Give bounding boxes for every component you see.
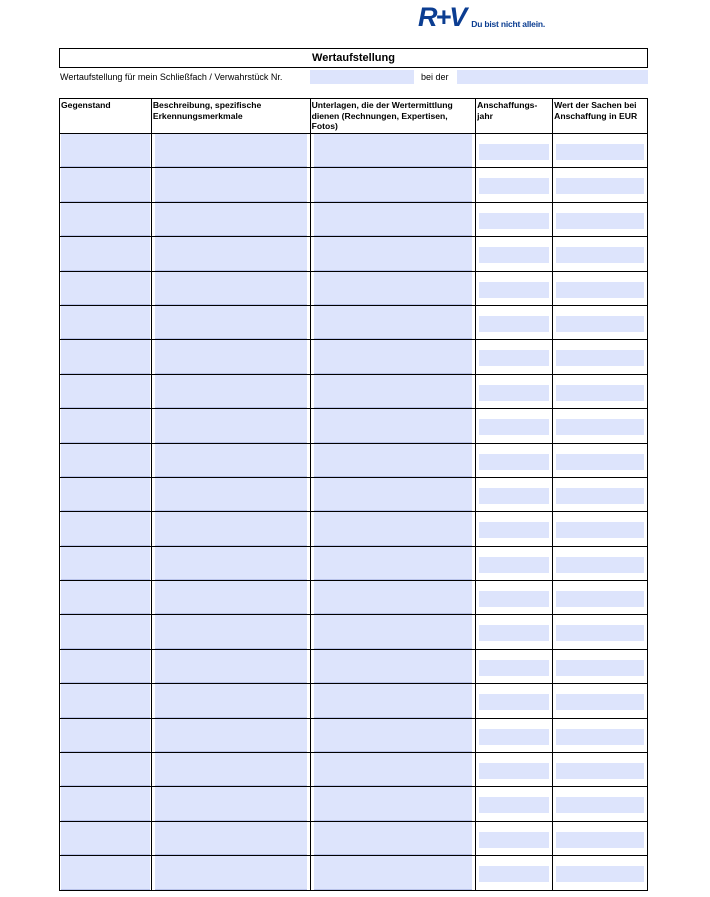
table-cell	[553, 477, 648, 511]
documents-field[interactable]	[314, 409, 473, 442]
table-cell	[151, 546, 310, 580]
documents-field[interactable]	[314, 478, 473, 511]
purchase-year-field[interactable]	[479, 385, 549, 401]
table-cell	[476, 271, 553, 305]
column-header-value: Wert der Sachen bei Anschaffung in EUR	[553, 99, 648, 134]
table-cell	[476, 374, 553, 408]
table-cell	[476, 237, 553, 271]
description-field[interactable]	[155, 478, 307, 511]
item-field[interactable]	[61, 134, 150, 167]
documents-field[interactable]	[314, 581, 473, 614]
table-cell	[151, 443, 310, 477]
table-cell	[553, 649, 648, 683]
table-cell	[310, 202, 476, 236]
logo-claim: Du bist nicht allein.	[471, 19, 546, 29]
table-cell	[60, 409, 152, 443]
table-cell	[310, 718, 476, 752]
documents-field[interactable]	[314, 856, 473, 889]
table-cell	[553, 409, 648, 443]
table-row	[60, 134, 648, 168]
item-field[interactable]	[61, 753, 150, 786]
item-field[interactable]	[61, 719, 150, 752]
table-cell	[553, 753, 648, 787]
table-cell	[60, 581, 152, 615]
value-field[interactable]	[556, 213, 644, 229]
description-field[interactable]	[155, 615, 307, 648]
table-cell	[151, 305, 310, 339]
table-cell	[151, 787, 310, 821]
documents-field[interactable]	[314, 650, 473, 683]
documents-field[interactable]	[314, 512, 473, 545]
table-row	[60, 340, 648, 374]
table-cell	[60, 168, 152, 202]
value-field[interactable]	[556, 832, 644, 848]
documents-field[interactable]	[314, 237, 473, 270]
item-field[interactable]	[61, 272, 150, 305]
table-cell	[60, 649, 152, 683]
table-row	[60, 718, 648, 752]
description-field[interactable]	[155, 168, 307, 201]
description-field[interactable]	[155, 753, 307, 786]
purchase-year-field[interactable]	[479, 282, 549, 298]
value-field[interactable]	[556, 454, 644, 470]
value-field[interactable]	[556, 282, 644, 298]
documents-field[interactable]	[314, 340, 473, 373]
table-cell	[553, 615, 648, 649]
table-cell	[553, 134, 648, 168]
safe-number-field[interactable]	[310, 70, 414, 84]
table-cell	[476, 340, 553, 374]
table-cell	[476, 787, 553, 821]
table-cell	[310, 649, 476, 683]
description-field[interactable]	[155, 822, 307, 855]
value-field[interactable]	[556, 557, 644, 573]
bank-label: bei der	[421, 72, 449, 82]
table-cell	[553, 581, 648, 615]
table-cell	[553, 546, 648, 580]
description-field[interactable]	[155, 787, 307, 820]
table-cell	[476, 305, 553, 339]
documents-field[interactable]	[314, 203, 473, 236]
table-cell	[476, 202, 553, 236]
item-field[interactable]	[61, 581, 150, 614]
value-field[interactable]	[556, 797, 644, 813]
table-cell	[476, 546, 553, 580]
table-cell	[310, 477, 476, 511]
table-row	[60, 787, 648, 821]
table-cell	[476, 684, 553, 718]
table-cell	[553, 340, 648, 374]
description-field[interactable]	[155, 547, 307, 580]
value-field[interactable]	[556, 178, 644, 194]
table-cell	[310, 374, 476, 408]
column-header-purchase-year: Anschaffungs-jahr	[476, 99, 553, 134]
table-cell	[310, 409, 476, 443]
documents-field[interactable]	[314, 684, 473, 717]
item-field[interactable]	[61, 547, 150, 580]
item-field[interactable]	[61, 856, 150, 889]
item-field[interactable]	[61, 168, 150, 201]
description-field[interactable]	[155, 650, 307, 683]
purchase-year-field[interactable]	[479, 797, 549, 813]
description-field[interactable]	[155, 856, 307, 889]
value-field[interactable]	[556, 522, 644, 538]
table-cell	[151, 649, 310, 683]
table-cell	[60, 856, 152, 890]
table-cell	[476, 409, 553, 443]
documents-field[interactable]	[314, 375, 473, 408]
purchase-year-field[interactable]	[479, 694, 549, 710]
table-cell	[553, 718, 648, 752]
purchase-year-field[interactable]	[479, 866, 549, 882]
column-header-item: Gegenstand	[60, 99, 152, 134]
safe-number-label: Wertaufstellung für mein Schließfach / Verwahrstück Nr.	[60, 72, 283, 82]
table-cell	[151, 134, 310, 168]
table-row	[60, 271, 648, 305]
table-cell	[310, 237, 476, 271]
table-cell	[310, 340, 476, 374]
table-cell	[151, 477, 310, 511]
value-field[interactable]	[556, 488, 644, 504]
value-field[interactable]	[556, 660, 644, 676]
table-cell	[151, 237, 310, 271]
description-field[interactable]	[155, 306, 307, 339]
column-header-documents: Unterlagen, die der Wertermittlung dienen (Rechnungen, Expertisen, Fotos)	[310, 99, 476, 134]
value-field[interactable]	[556, 419, 644, 435]
table-cell	[60, 787, 152, 821]
purchase-year-field[interactable]	[479, 178, 549, 194]
table-cell	[310, 581, 476, 615]
table-cell	[553, 202, 648, 236]
item-field[interactable]	[61, 787, 150, 820]
description-field[interactable]	[155, 340, 307, 373]
value-field[interactable]	[556, 866, 644, 882]
item-field[interactable]	[61, 615, 150, 648]
table-row	[60, 546, 648, 580]
purchase-year-field[interactable]	[479, 419, 549, 435]
purchase-year-field[interactable]	[479, 350, 549, 366]
item-field[interactable]	[61, 478, 150, 511]
table-cell	[60, 477, 152, 511]
table-row	[60, 443, 648, 477]
table-cell	[310, 684, 476, 718]
table-cell	[60, 821, 152, 855]
table-cell	[60, 443, 152, 477]
table-cell	[553, 168, 648, 202]
table-cell	[310, 787, 476, 821]
column-header-description: Beschreibung, spezifische Erkennungsmerkmale	[151, 99, 310, 134]
table-cell	[553, 787, 648, 821]
table-cell	[310, 753, 476, 787]
table-cell	[60, 134, 152, 168]
purchase-year-field[interactable]	[479, 316, 549, 332]
table-cell	[151, 168, 310, 202]
table-cell	[151, 856, 310, 890]
table-cell	[60, 340, 152, 374]
table-row	[60, 237, 648, 271]
item-field[interactable]	[61, 306, 150, 339]
table-cell	[60, 271, 152, 305]
table-cell	[310, 271, 476, 305]
item-field[interactable]	[61, 684, 150, 717]
table-row	[60, 649, 648, 683]
table-cell	[60, 615, 152, 649]
table-cell	[476, 856, 553, 890]
purchase-year-field[interactable]	[479, 213, 549, 229]
table-cell	[310, 305, 476, 339]
table-cell	[476, 821, 553, 855]
table-cell	[476, 753, 553, 787]
item-field[interactable]	[61, 409, 150, 442]
item-field[interactable]	[61, 512, 150, 545]
value-field[interactable]	[556, 385, 644, 401]
table-cell	[553, 821, 648, 855]
table-cell	[60, 684, 152, 718]
table-cell	[151, 374, 310, 408]
documents-field[interactable]	[314, 134, 473, 167]
table-row	[60, 753, 648, 787]
documents-field[interactable]	[314, 787, 473, 820]
table-cell	[151, 581, 310, 615]
table-cell	[310, 134, 476, 168]
table-cell	[476, 581, 553, 615]
documents-field[interactable]	[314, 753, 473, 786]
table-cell	[310, 443, 476, 477]
documents-field[interactable]	[314, 822, 473, 855]
purchase-year-field[interactable]	[479, 488, 549, 504]
purchase-year-field[interactable]	[479, 832, 549, 848]
description-field[interactable]	[155, 237, 307, 270]
table-cell	[553, 237, 648, 271]
purchase-year-field[interactable]	[479, 557, 549, 573]
table-cell	[553, 512, 648, 546]
table-cell	[553, 684, 648, 718]
table-row	[60, 374, 648, 408]
table-row	[60, 615, 648, 649]
table-cell	[151, 718, 310, 752]
table-row	[60, 168, 648, 202]
table-row	[60, 581, 648, 615]
value-field[interactable]	[556, 625, 644, 641]
table-cell	[310, 615, 476, 649]
value-field[interactable]	[556, 144, 644, 160]
item-field[interactable]	[61, 340, 150, 373]
item-field[interactable]	[61, 203, 150, 236]
bank-field[interactable]	[457, 70, 648, 84]
documents-field[interactable]	[314, 168, 473, 201]
table-row	[60, 202, 648, 236]
description-field[interactable]	[155, 719, 307, 752]
description-field[interactable]	[155, 272, 307, 305]
table-cell	[476, 512, 553, 546]
valuables-table	[59, 98, 648, 891]
purchase-year-field[interactable]	[479, 591, 549, 607]
description-field[interactable]	[155, 684, 307, 717]
table-cell	[476, 477, 553, 511]
table-cell	[310, 856, 476, 890]
table-cell	[476, 718, 553, 752]
purchase-year-field[interactable]	[479, 660, 549, 676]
item-field[interactable]	[61, 375, 150, 408]
table-row	[60, 409, 648, 443]
table-cell	[476, 443, 553, 477]
table-cell	[476, 134, 553, 168]
table-cell	[151, 615, 310, 649]
table-cell	[476, 168, 553, 202]
value-field[interactable]	[556, 247, 644, 263]
value-field[interactable]	[556, 763, 644, 779]
brand-logo	[418, 4, 545, 30]
documents-field[interactable]	[314, 272, 473, 305]
item-field[interactable]	[61, 650, 150, 683]
value-field[interactable]	[556, 729, 644, 745]
table-row	[60, 821, 648, 855]
value-field[interactable]	[556, 591, 644, 607]
description-field[interactable]	[155, 409, 307, 442]
logo-mark: R+V	[418, 2, 466, 32]
table-row	[60, 512, 648, 546]
table-cell	[60, 546, 152, 580]
purchase-year-field[interactable]	[479, 625, 549, 641]
table-cell	[151, 409, 310, 443]
table-cell	[151, 821, 310, 855]
value-field[interactable]	[556, 694, 644, 710]
description-field[interactable]	[155, 581, 307, 614]
documents-field[interactable]	[314, 306, 473, 339]
table-cell	[310, 512, 476, 546]
table-cell	[60, 512, 152, 546]
documents-field[interactable]	[314, 547, 473, 580]
documents-field[interactable]	[314, 719, 473, 752]
purchase-year-field[interactable]	[479, 454, 549, 470]
table-cell	[310, 546, 476, 580]
description-field[interactable]	[155, 444, 307, 477]
table-cell	[476, 615, 553, 649]
purchase-year-field[interactable]	[479, 763, 549, 779]
table-cell	[553, 374, 648, 408]
form-title: Wertaufstellung	[59, 48, 648, 68]
table-cell	[553, 443, 648, 477]
purchase-year-field[interactable]	[479, 729, 549, 745]
table-row	[60, 856, 648, 890]
table-cell	[60, 237, 152, 271]
table-cell	[310, 168, 476, 202]
table-cell	[151, 684, 310, 718]
table-cell	[60, 305, 152, 339]
table-cell	[60, 374, 152, 408]
value-field[interactable]	[556, 350, 644, 366]
table-body	[60, 134, 648, 891]
table-cell	[151, 340, 310, 374]
item-field[interactable]	[61, 237, 150, 270]
table-cell	[151, 512, 310, 546]
table-cell	[60, 718, 152, 752]
table-row	[60, 477, 648, 511]
table-cell	[553, 856, 648, 890]
table-row	[60, 305, 648, 339]
table-cell	[151, 753, 310, 787]
table-cell	[476, 649, 553, 683]
item-field[interactable]	[61, 444, 150, 477]
table-cell	[310, 821, 476, 855]
purchase-year-field[interactable]	[479, 144, 549, 160]
value-field[interactable]	[556, 316, 644, 332]
description-field[interactable]	[155, 134, 307, 167]
table-cell	[151, 271, 310, 305]
description-field[interactable]	[155, 512, 307, 545]
item-field[interactable]	[61, 822, 150, 855]
description-field[interactable]	[155, 203, 307, 236]
documents-field[interactable]	[314, 444, 473, 477]
documents-field[interactable]	[314, 615, 473, 648]
table-cell	[151, 202, 310, 236]
purchase-year-field[interactable]	[479, 247, 549, 263]
table-cell	[60, 202, 152, 236]
purchase-year-field[interactable]	[479, 522, 549, 538]
table-cell	[553, 305, 648, 339]
table-row	[60, 684, 648, 718]
table-cell	[553, 271, 648, 305]
description-field[interactable]	[155, 375, 307, 408]
table-cell	[60, 753, 152, 787]
table-header-row	[60, 99, 648, 134]
